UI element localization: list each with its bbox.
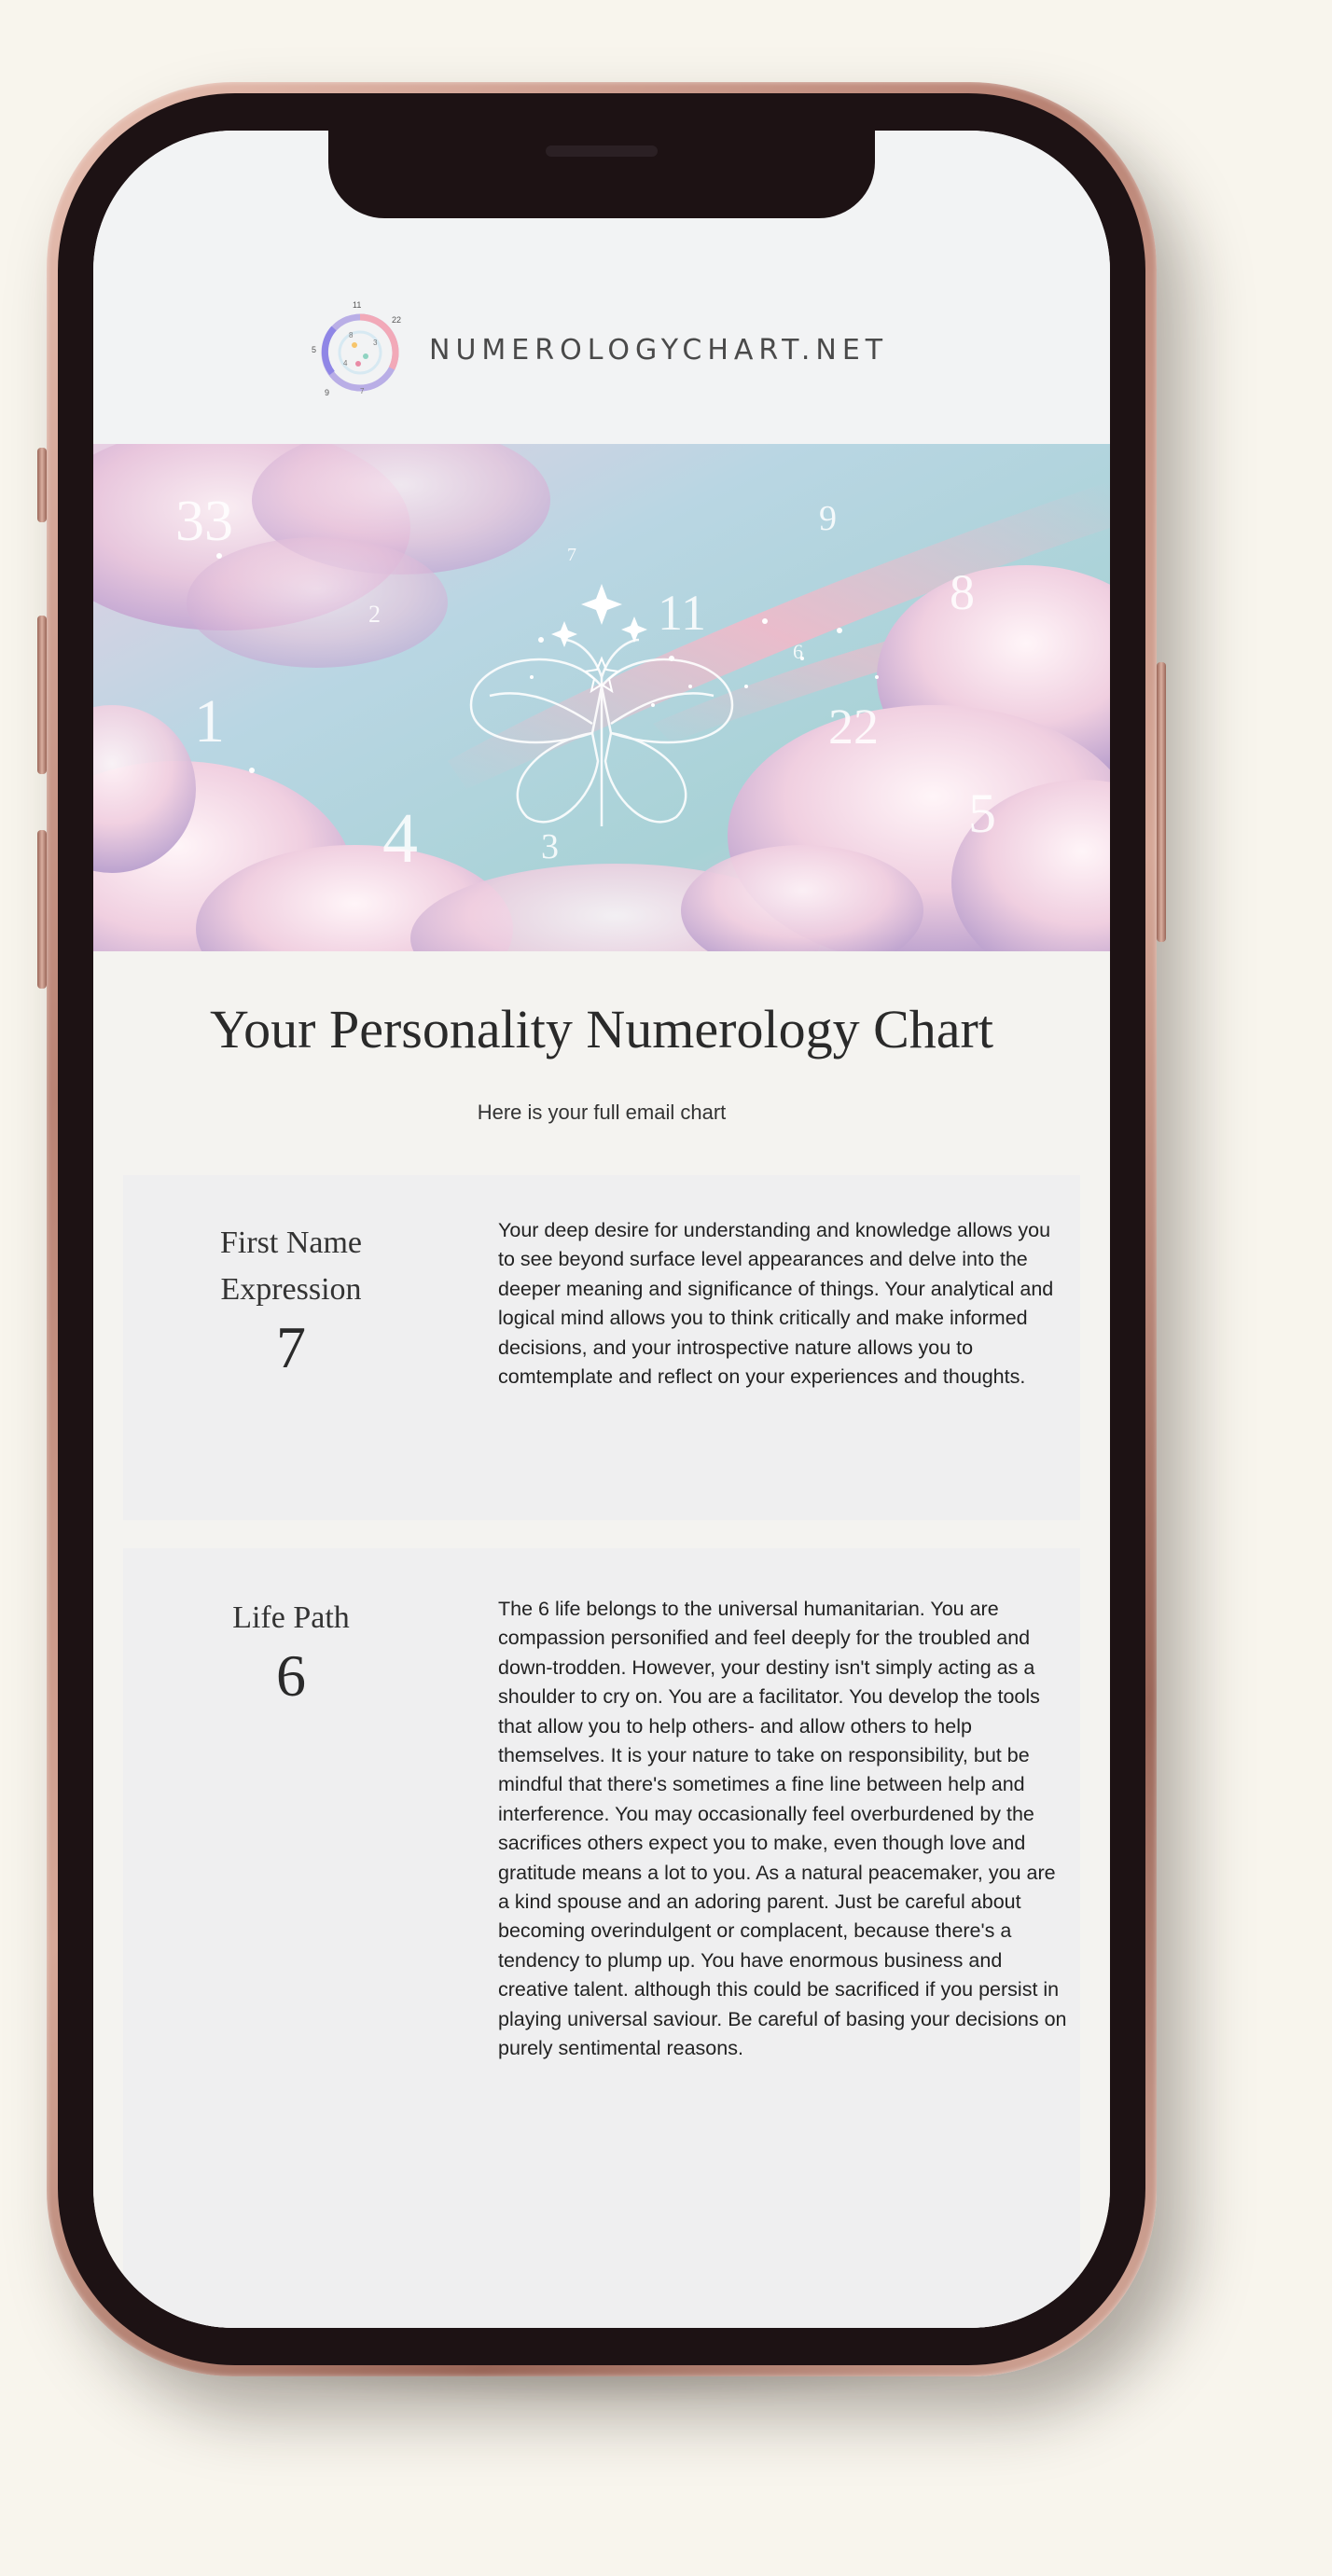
hero-number: 11 xyxy=(658,585,706,641)
hero-number: 8 xyxy=(950,564,975,620)
mute-switch xyxy=(37,448,47,522)
volume-down-button xyxy=(37,830,47,989)
logo-number: 3 xyxy=(373,339,378,347)
expression-card xyxy=(123,1175,1080,1520)
card-number: 7 xyxy=(276,1314,306,1380)
sky-clouds-illustration xyxy=(93,444,1110,951)
life-path-card xyxy=(123,1548,1080,2328)
logo-number: 9 xyxy=(325,388,330,397)
power-button xyxy=(1157,662,1166,942)
hero-number: 3 xyxy=(541,827,559,866)
numerology-logo-icon xyxy=(306,298,409,401)
email-content xyxy=(93,951,1110,2328)
brand-name[interactable]: NUMEROLOGYCHART.NET xyxy=(429,334,889,367)
logo-number: 7 xyxy=(360,387,365,395)
volume-up-button xyxy=(37,616,47,774)
hero-number: 7 xyxy=(567,545,576,565)
card-description: Your deep desire for understanding and knowledge allows you to see beyond surface level appearances and delve into the deeper meaning and significance of things. Your analytical and logical mind allows you to think critically and make informed decisions, and your introspective nature allows you to comtemplate and reflect on your experiences and thoughts. xyxy=(498,1219,1054,1389)
hero-number: 9 xyxy=(819,499,837,538)
speaker-grille xyxy=(546,145,658,157)
hero-number: 6 xyxy=(793,640,803,663)
notch xyxy=(328,131,875,218)
hero-number: 33 xyxy=(175,490,233,553)
card-label: First Name xyxy=(219,1226,363,1260)
hero-banner xyxy=(93,444,1110,951)
card-number: 6 xyxy=(276,1642,306,1709)
card-label: Life Path xyxy=(232,1600,350,1635)
logo-number: 5 xyxy=(312,345,317,354)
card-label: Expression xyxy=(220,1272,362,1307)
logo-number: 4 xyxy=(343,359,348,367)
hero-number: 5 xyxy=(968,782,996,844)
logo-number: 8 xyxy=(349,331,354,339)
page-subtitle: Here is your full email chart xyxy=(477,1101,727,1124)
phone-screen xyxy=(93,131,1110,2328)
hero-number: 1 xyxy=(194,687,225,755)
hero-number: 22 xyxy=(828,699,879,755)
hero-number: 4 xyxy=(382,799,418,878)
hero-number: 2 xyxy=(368,601,381,628)
logo-number: 22 xyxy=(392,315,402,325)
page-title: Your Personality Numerology Chart xyxy=(210,999,993,1059)
logo-number: 11 xyxy=(353,300,362,310)
card-description: The 6 life belongs to the universal humanitarian. You are compassion personified and feel deeply for the troubled and down-trodden. However, your destiny isn't simply acting as a shoulder to cry on. You are a facilitator. You develop the tools that allow you to help others- and allow others to help themselves. It is your nature to take on responsibility, but be mindful that there's sometimes a fine line between help and interference. You may occasionally feel overburdened by the sacrifices others expect you to make, even though love and gratitude means a lot to you. As a natural peacemaker, you are a kind spouse and an adoring parent. Just be careful about becoming overindulgent or complacent, because there's a tendency to plump up. You have enormous business and creative talent. although this could be sacrificed if you persist in playing universal saviour. Be careful of basing your decisions on purely sentimental reasons. xyxy=(498,1598,1067,2060)
